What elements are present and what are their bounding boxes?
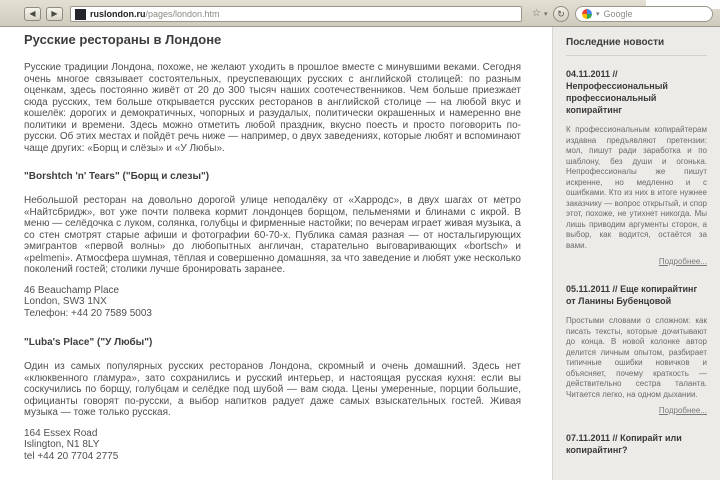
back-icon: ◀ [29, 9, 36, 18]
address-line: London, SW3 1NX [24, 296, 107, 307]
address-line: Islington, N1 8LY [24, 439, 100, 450]
search-engine-dropdown-icon[interactable]: ▾ [596, 11, 600, 18]
news-excerpt: Простыми словами о сложном: как писать тексты, которые дочитывают до конца. В новой колонке автор делится личным опытом, разбирает типичные ошибки новичков и объясняет, почему краткость — действительно сестра таланта. Читается легко, на одном дыхании. [566, 316, 707, 399]
address-phone: Телефон: +44 20 7589 5003 [24, 307, 152, 319]
news-headline [566, 283, 707, 307]
search-box[interactable] [575, 6, 713, 22]
news-title: Копирайт или копирайтинг? [566, 433, 682, 455]
google-icon [582, 9, 592, 19]
refresh-button[interactable] [553, 6, 569, 22]
sidebar-title: Последние новости [566, 37, 707, 56]
address-phone: tel +44 20 7704 2775 [24, 450, 119, 462]
address-line: 46 Beauchamp Place [24, 284, 120, 296]
intro-paragraph: Русские традиции Лондона, похоже, не желают уходить в прошлое вместе с минувшими веками. Сегодня очень многое связывает состоятельных, преуспевающих русских с английской столицей: по разным оценкам, здесь постоянно живёт от 20 до 300 тысяч наших соотечественников. Чем больше приезжает сюда русских, тем больше открывается русских ресторанов в английской столице — на любой вкус и кошелёк: дорогих и демократичных, чопорных и разудалых, политически окрашенных и намеренно вне политики и времени. Здесь можно отметить любой праздник, вкусно поесть и просто поговорить по-русски. Об этих местах и пойдёт речь ниже — например, о двух заведениях, которые любят и вспоминают чаще других: «Борщ и слёзы» и «У Любы». [24, 62, 521, 154]
url-bar[interactable] [70, 6, 522, 22]
url-path: /pages/london.htm [145, 9, 220, 19]
restaurant-heading-lubas: "Luba's Place" ("У Любы") [24, 337, 153, 348]
news-item [566, 68, 707, 266]
read-more-link[interactable]: Подробнее... [658, 257, 707, 266]
site-favicon [75, 9, 86, 20]
forward-button[interactable] [46, 7, 63, 21]
news-title: Непрофессиональный профессиональный копирайтинг [566, 81, 668, 115]
back-button[interactable] [24, 7, 41, 21]
news-date: 05.11.2011 // [566, 284, 618, 294]
news-item [566, 283, 707, 415]
bookmark-icon[interactable]: ☆ [532, 8, 541, 19]
address-line: 164 Essex Road [24, 427, 98, 439]
article [24, 32, 521, 480]
news-excerpt: К профессиональным копирайтерам издавна предъявляют претензии: мол, пишут ради заработка и по шаблону, без души и огонька. Непрофессионалы же пишут искренне, но медленно и с ошибками. Кто из них в итоге нужнее заказчику — вопрос открытый, и спор этот, похоже, не утихнет никогда. Мы лишь приводим аргументы сторон, а выбор, как водится, остаётся за вами. [566, 125, 707, 250]
restaurant-heading-borshtch: "Borshtch 'n' Tears" ("Борщ и слезы") [24, 171, 210, 182]
news-date: 07.11.2011 // [566, 433, 618, 443]
news-headline [566, 432, 707, 456]
restaurant-description: Один из самых популярных русских ресторанов Лондона, скромный и очень домашний. Здесь нет «клюквенного гламура», зато сохранились и русский интерьер, и настоящая русская кухня: если вы соскучились по борщу, голубцам и селёдке под шубой — вам сюда. Цены умеренные, порции большие, официанты говорят по-русски, а выбор напитков радует даже самых взыскательных гостей. Живая музыка — тоже только русская. [24, 361, 521, 418]
restaurant-address [24, 285, 521, 320]
news-sidebar [552, 27, 720, 480]
forward-icon: ▶ [51, 9, 58, 18]
news-headline [566, 68, 707, 116]
page-title: Русские рестораны в Лондоне [24, 32, 222, 47]
restaurant-description: Небольшой ресторан на довольно дорогой улице неподалёку от «Харродс», в двух шагах от метро «Найтсбридж», вот уже почти полвека кормит лондонцев борщом, пельменями и блинами с икрой. В меню — селёдочка с луком, солянка, голубцы и фирменные настойки; по вечерам играет живая музыка, а со стен смотрят старые афиши и фотографии 60-70-х. Публика самая разная — от ностальгирующих эмигрантов «первой волны» до любопытных англичан, старательно выговаривающих «bortsch» и «pelmeni». Атмосфера шумная, тёплая и совершенно домашняя, за что заведение и любят уже несколько поколений гостей; столики лучше бронировать заранее. [24, 195, 521, 275]
search-placeholder: Google [603, 9, 633, 19]
url-text[interactable] [90, 9, 220, 19]
news-date: 04.11.2011 // [566, 69, 618, 79]
restaurant-address [24, 428, 521, 463]
read-more-link[interactable]: Подробнее... [658, 406, 707, 415]
news-item [566, 432, 707, 456]
url-host: ruslondon.ru [90, 9, 146, 19]
bookmark-dropdown-icon[interactable]: ▾ [544, 11, 548, 18]
news-title: Еще копирайтинг от Ланины Бубенцовой [566, 284, 698, 306]
browser-toolbar [0, 0, 720, 27]
refresh-icon: ↻ [557, 8, 565, 19]
